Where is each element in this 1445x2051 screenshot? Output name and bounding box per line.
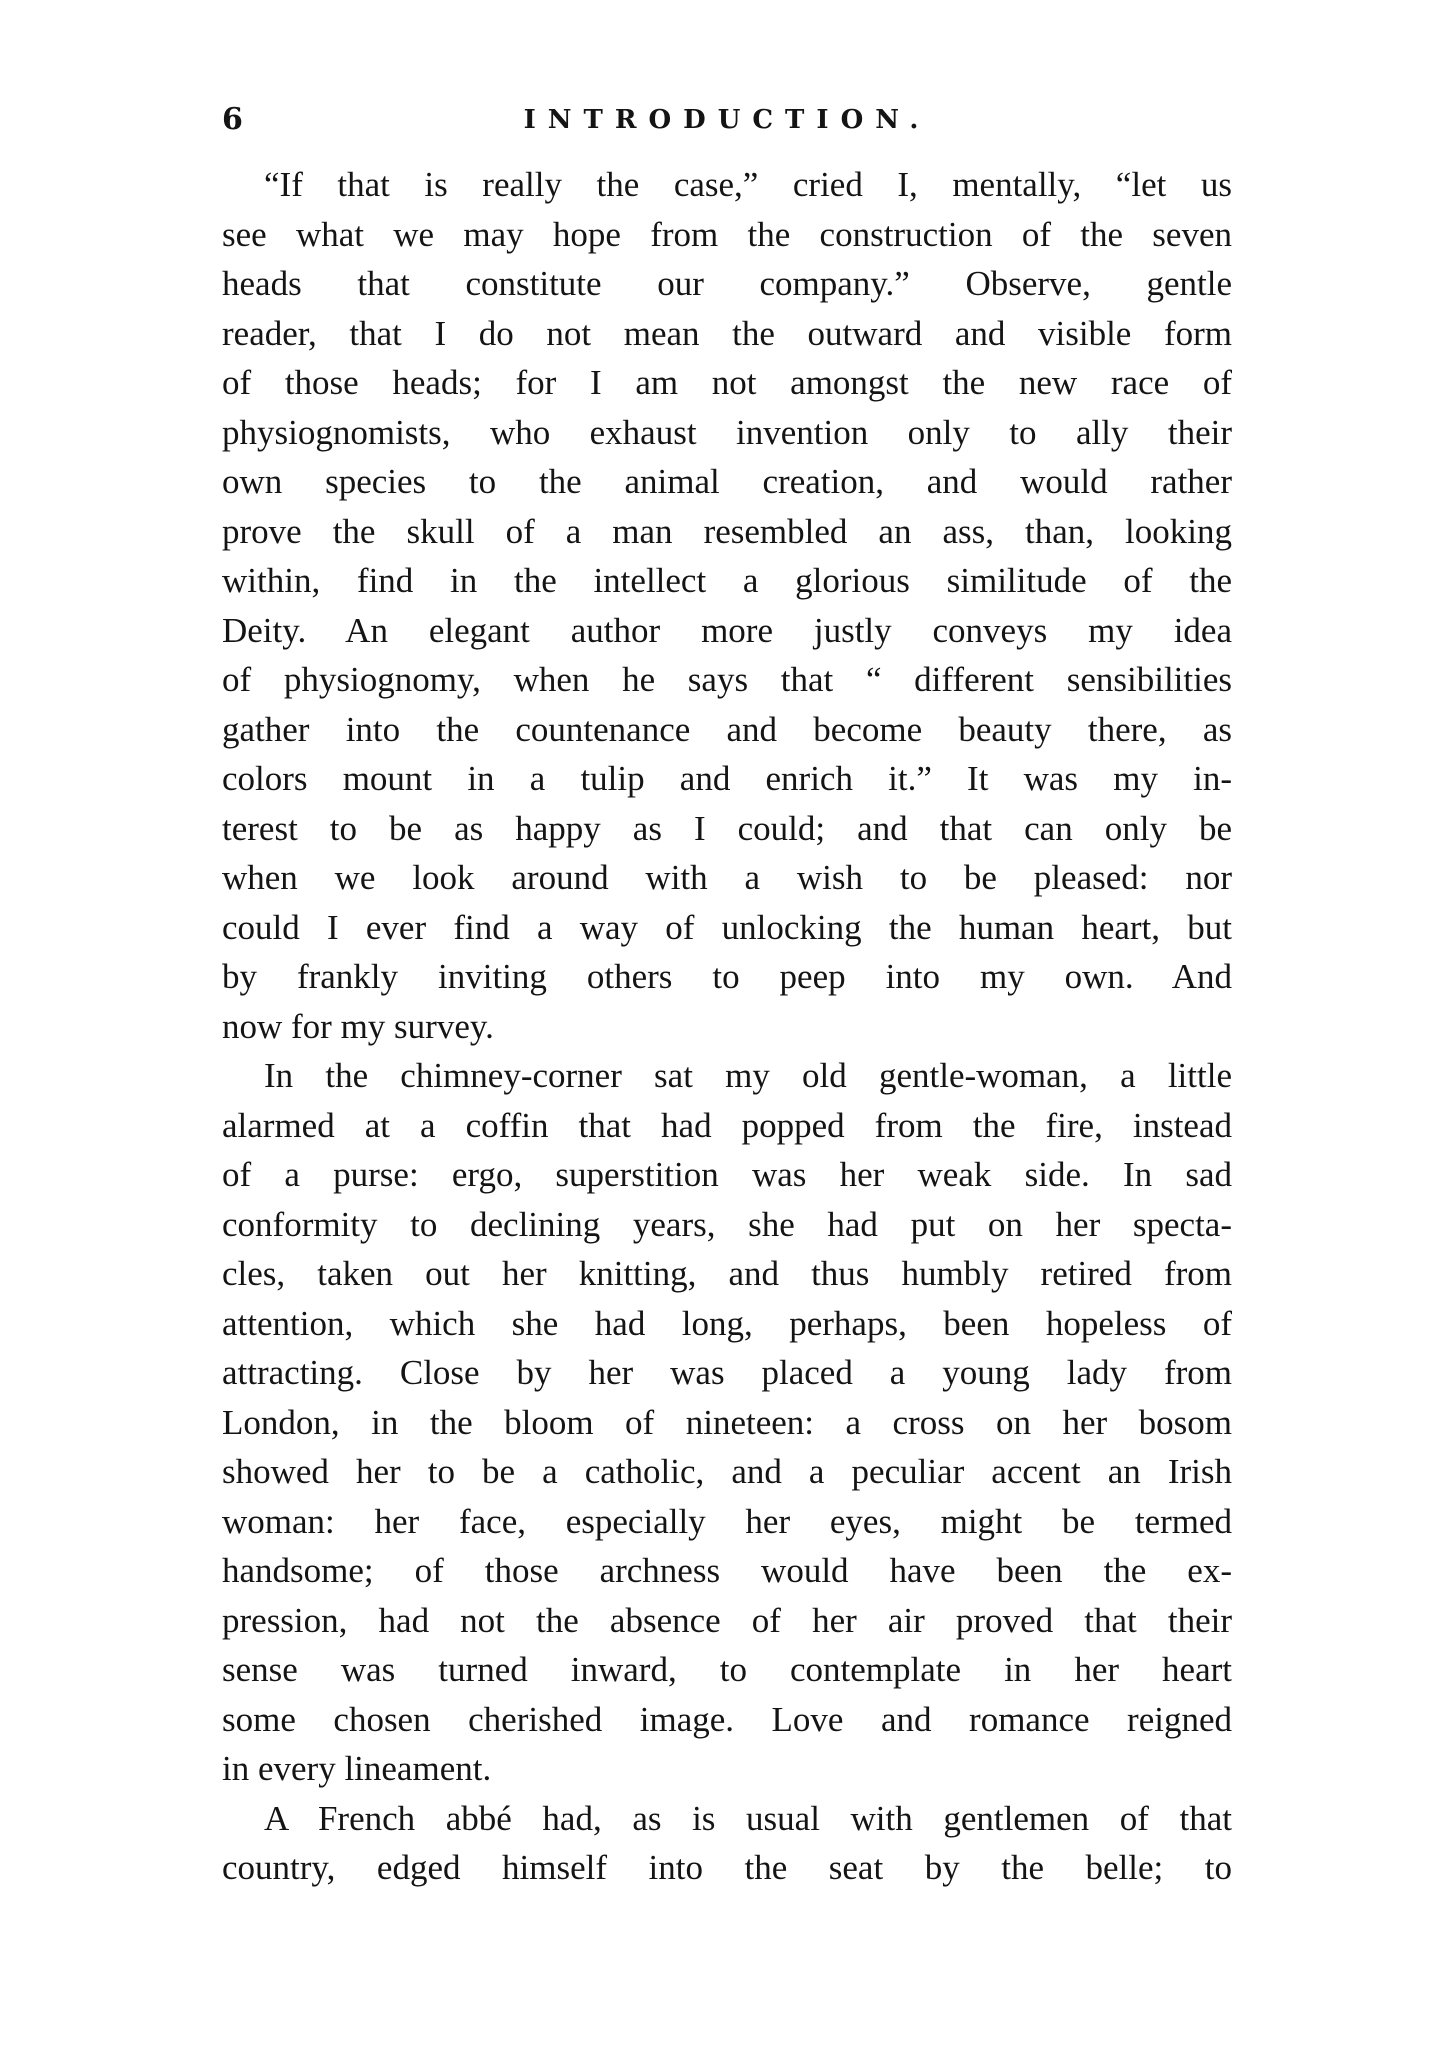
text-line: by frankly inviting others to peep into my own. And (222, 957, 1232, 996)
text-line: conformity to declining years, she had put on her specta- (222, 1204, 1232, 1244)
running-head (222, 98, 1232, 142)
paragraph-1 (222, 160, 1232, 1051)
text-line: of physiognomy, when he says that “ different sensibilities (222, 660, 1232, 699)
text-line: attracting. Close by her was placed a young lady from (222, 1353, 1232, 1392)
text-line: gather into the countenance and become beauty there, as (222, 709, 1232, 749)
text-line: now for my survey. (222, 1006, 494, 1046)
text-line: colors mount in a tulip and enrich it.” It was my in- (222, 759, 1232, 798)
text-line: reader, that I do not mean the outward and visible form (222, 313, 1232, 353)
text-line: terest to be as happy as I could; and that can only be (222, 808, 1232, 848)
text-line: within, find in the intellect a glorious similitude of the (222, 561, 1232, 600)
text-line: when we look around with a wish to be pleased: nor (222, 858, 1232, 897)
text-line: sense was turned inward, to contemplate in her heart (222, 1650, 1232, 1689)
text-line: physiognomists, who exhaust invention only to ally their (222, 412, 1232, 452)
paragraph-2 (222, 1051, 1232, 1794)
text-line: handsome; of those archness would have been the ex- (222, 1551, 1232, 1590)
text-line: woman: her face, especially her eyes, might be termed (222, 1501, 1232, 1541)
text-line: “If that is really the case,” cried I, mentally, “let us (264, 165, 1232, 204)
text-line: showed her to be a catholic, and a peculiar accent an Irish (222, 1452, 1232, 1491)
text-line: of a purse: ergo, superstition was her weak side. In sad (222, 1155, 1232, 1194)
text-line: pression, had not the absence of her air proved that their (222, 1600, 1232, 1640)
text-line: cles, taken out her knitting, and thus humbly retired from (222, 1254, 1232, 1293)
text-line: London, in the bloom of nineteen: a cross on her bosom (222, 1402, 1232, 1442)
text-line: could I ever find a way of unlocking the human heart, but (222, 907, 1232, 947)
text-line: A French abbé had, as is usual with gentlemen of that (264, 1798, 1232, 1838)
running-title: INTRODUCTION. (523, 105, 931, 135)
text-line: see what we may hope from the construction of the seven (222, 214, 1232, 254)
text-line: alarmed at a coffin that had popped from the fire, instead (222, 1105, 1232, 1145)
text-line: country, edged himself into the seat by the belle; to (222, 1848, 1232, 1887)
text-line: in every lineament. (222, 1749, 492, 1788)
text-line: attention, which she had long, perhaps, been hopeless of (222, 1303, 1232, 1343)
text-line: of those heads; for I am not amongst the new race of (222, 363, 1232, 402)
text-line: own species to the animal creation, and would rather (222, 462, 1232, 501)
text-line: prove the skull of a man resembled an ass, than, looking (222, 511, 1232, 551)
text-line: some chosen cherished image. Love and romance reigned (222, 1699, 1232, 1739)
body-text (222, 160, 1232, 1893)
text-line: In the chimney-corner sat my old gentle-woman, a little (264, 1056, 1232, 1095)
paragraph-3 (222, 1794, 1232, 1893)
page-number: 6 (222, 102, 243, 137)
text-line: Deity. An elegant author more justly conveys my idea (222, 610, 1232, 650)
text-line: heads that constitute our company.” Observe, gentle (222, 264, 1232, 303)
